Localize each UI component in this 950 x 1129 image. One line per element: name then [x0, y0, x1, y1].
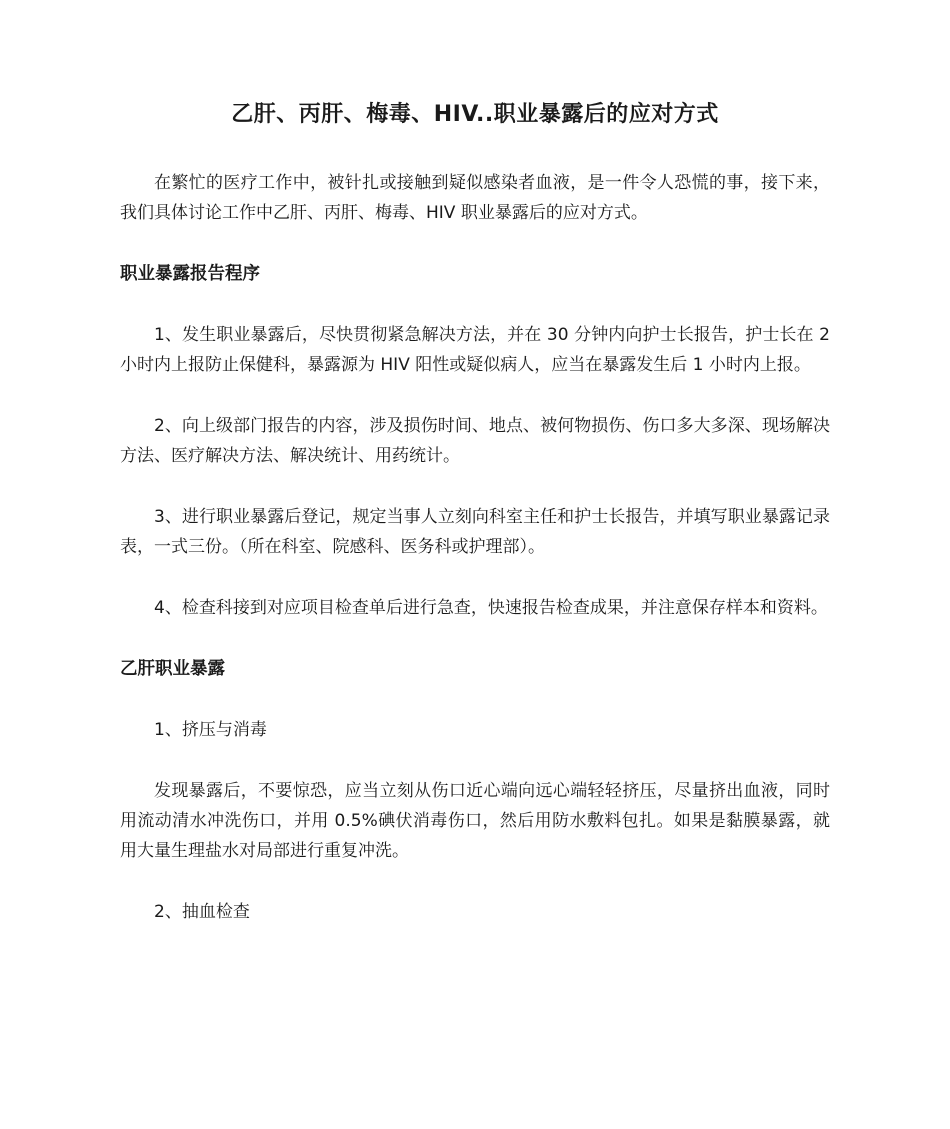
spacer — [120, 866, 830, 897]
spacer — [120, 380, 830, 411]
document-title: 乙肝、丙肝、梅毒、HIV..职业暴露后的应对方式 — [231, 102, 719, 127]
spacer — [120, 471, 830, 502]
spacer — [120, 228, 830, 259]
report-step-4: 4、检查科接到对应项目检查单后进行急查，快速报告检查成果，并注意保存样本和资料。 — [154, 598, 828, 618]
spacer — [120, 562, 830, 593]
section-heading-report-procedure: 职业暴露报告程序 — [120, 264, 260, 284]
spacer — [120, 745, 830, 776]
hepb-subheading-squeeze-disinfect: 1、挤压与消毒 — [154, 720, 267, 740]
hepb-squeeze-disinfect-body: 发现暴露后，不要惊恐，应当立刻从伤口近心端向远心端轻轻挤压，尽量挤出血液，同时用流动清水冲洗伤口，并用 0.5%碘伏消毒伤口，然后用防水敷料包扎。如果是黏膜暴露，就用大量生理盐水对局部进行重复冲洗。 — [120, 781, 830, 861]
report-step-3: 3、进行职业暴露后登记，规定当事人立刻向科室主任和护士长报告，并填写职业暴露记录表，一式三份。（所在科室、院感科、医务科或护理部）。 — [120, 507, 830, 557]
hepb-subheading-blood-test: 2、抽血检查 — [154, 902, 250, 922]
spacer — [120, 623, 830, 654]
section-heading-hepatitis-b: 乙肝职业暴露 — [120, 659, 225, 679]
intro-paragraph: 在繁忙的医疗工作中，被针扎或接触到疑似感染者血液，是一件令人恐慌的事，接下来，我们具体讨论工作中乙肝、丙肝、梅毒、HIV 职业暴露后的应对方式。 — [120, 173, 830, 223]
report-step-2: 2、向上级部门报告的内容，涉及损伤时间、地点、被何物损伤、伤口多大多深、现场解决方法、医疗解决方法、解决统计、用药统计。 — [120, 416, 830, 466]
spacer — [120, 289, 830, 320]
report-step-1: 1、发生职业暴露后，尽快贯彻紧急解决方法，并在 30 分钟内向护士长报告，护士长在 2 小时内上报防止保健科，暴露源为 HIV 阳性或疑似病人，应当在暴露发生后 1 小时内上报。 — [120, 325, 830, 375]
spacer — [120, 684, 830, 715]
spacer — [120, 132, 830, 168]
